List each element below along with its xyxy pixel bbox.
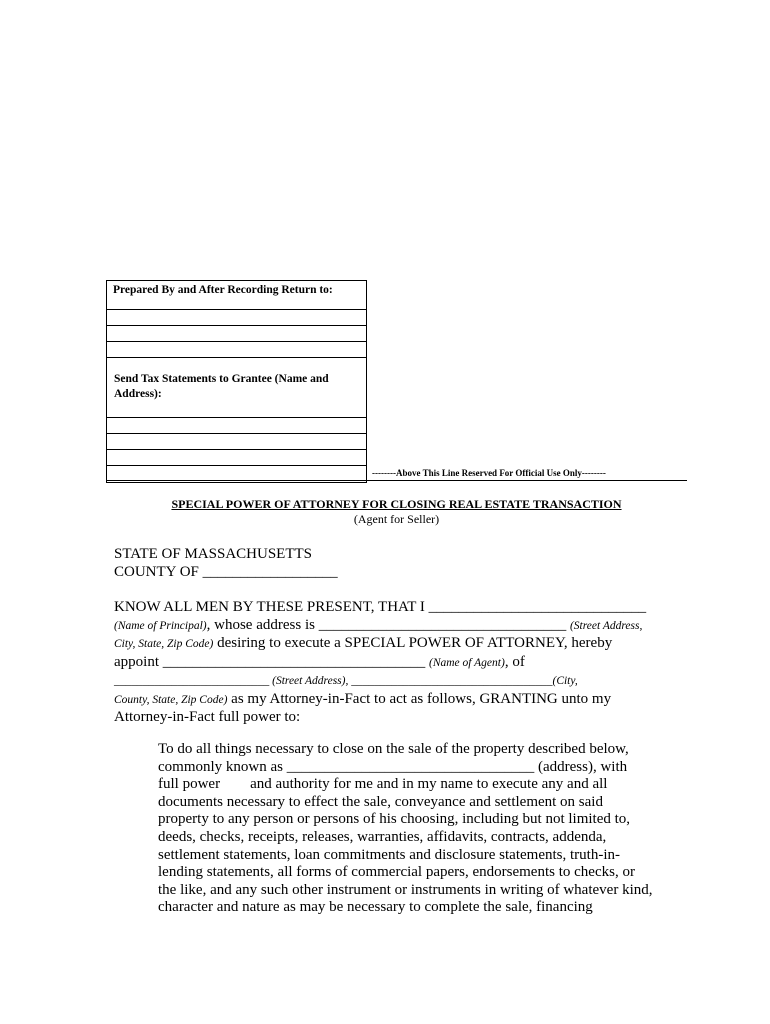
agent-city-blank: ___________________________________ xyxy=(348,675,553,687)
grantee-line-3[interactable] xyxy=(107,450,366,466)
paragraph-line: KNOW ALL MEN BY THESE PRESENT, THAT I _____________________________ xyxy=(114,599,647,615)
paragraph-line xyxy=(114,635,659,654)
prepared-by-label: Prepared By and After Recording Return to: xyxy=(107,281,366,310)
paragraph-text: , of xyxy=(504,653,525,670)
principal-name-caption: (Name of Principal) xyxy=(114,619,207,632)
paragraph-line: To do all things necessary to close on the sale of the property described below, xyxy=(158,741,629,757)
agent-name-caption: (Name of Agent) xyxy=(429,656,505,669)
paragraph-line: deeds, checks, receipts, releases, warranties, affidavits, contracts, addenda, xyxy=(158,828,607,845)
paragraph-line: lending statements, all forms of commercial papers, endorsements to checks, or xyxy=(158,864,635,881)
paragraph-line xyxy=(114,654,659,673)
prepared-by-line-1[interactable] xyxy=(107,310,366,326)
city-state-zip-caption: City, State, Zip Code) xyxy=(114,638,214,650)
paragraph-line: Attorney-in-Fact full power to: xyxy=(114,709,301,725)
official-use-divider xyxy=(106,480,687,481)
send-tax-statements-label: Send Tax Statements to Grantee (Name and Address): xyxy=(107,358,366,418)
address-blank: , whose address is _________________________________ xyxy=(206,616,570,633)
paragraph-line: documents necessary to effect the sale, conveyance and settlement on said xyxy=(158,793,603,810)
paragraph-line: the like, and any such other instrument or instruments in writing of whatever kind, xyxy=(158,881,653,898)
paragraph-text: as my Attorney-in-Fact to act as follows, GRANTING unto my xyxy=(227,690,612,707)
agent-city-caption: (City, xyxy=(552,675,578,687)
document-subtitle: (Agent for Seller) xyxy=(353,512,440,526)
recording-info-box xyxy=(106,280,367,483)
county-line: COUNTY OF __________________ xyxy=(114,564,338,580)
paragraph-line xyxy=(114,691,659,710)
agent-street-blank: ___________________________ xyxy=(114,675,273,687)
paragraph-text: desiring to execute a SPECIAL POWER OF ATTORNEY, hereby xyxy=(213,635,613,651)
agent-street-caption: (Street Address), xyxy=(272,675,349,687)
street-address-caption: (Street Address, xyxy=(569,619,643,632)
paragraph-line: character and nature as may be necessary to complete the sale, financing xyxy=(158,899,593,916)
agent-county-caption: County, State, Zip Code) xyxy=(114,693,228,706)
paragraph-line: property to any person or persons of his choosing, including but not limited to, xyxy=(158,811,631,828)
document-title: SPECIAL POWER OF ATTORNEY FOR CLOSING REAL ESTATE TRANSACTION xyxy=(171,497,622,511)
principal-paragraph xyxy=(114,599,659,727)
paragraph-line xyxy=(114,617,659,636)
state-line: STATE OF MASSACHUSETTS xyxy=(114,546,313,562)
powers-paragraph xyxy=(158,741,663,917)
paragraph-line xyxy=(114,672,659,691)
official-use-notice: --------Above This Line Reserved For Official Use Only-------- xyxy=(372,468,606,478)
prepared-by-line-2[interactable] xyxy=(107,326,366,342)
grantee-line-2[interactable] xyxy=(107,434,366,450)
paragraph-line: full power and authority for me and in my name to execute any and all xyxy=(158,776,608,793)
grantee-line-1[interactable] xyxy=(107,418,366,434)
agent-blank: appoint ___________________________________ xyxy=(114,653,429,670)
paragraph-line: commonly known as _________________________________ (address), with xyxy=(158,758,628,775)
prepared-by-line-3[interactable] xyxy=(107,342,366,358)
paragraph-line: settlement statements, loan commitments and disclosure statements, truth-in- xyxy=(158,846,620,863)
